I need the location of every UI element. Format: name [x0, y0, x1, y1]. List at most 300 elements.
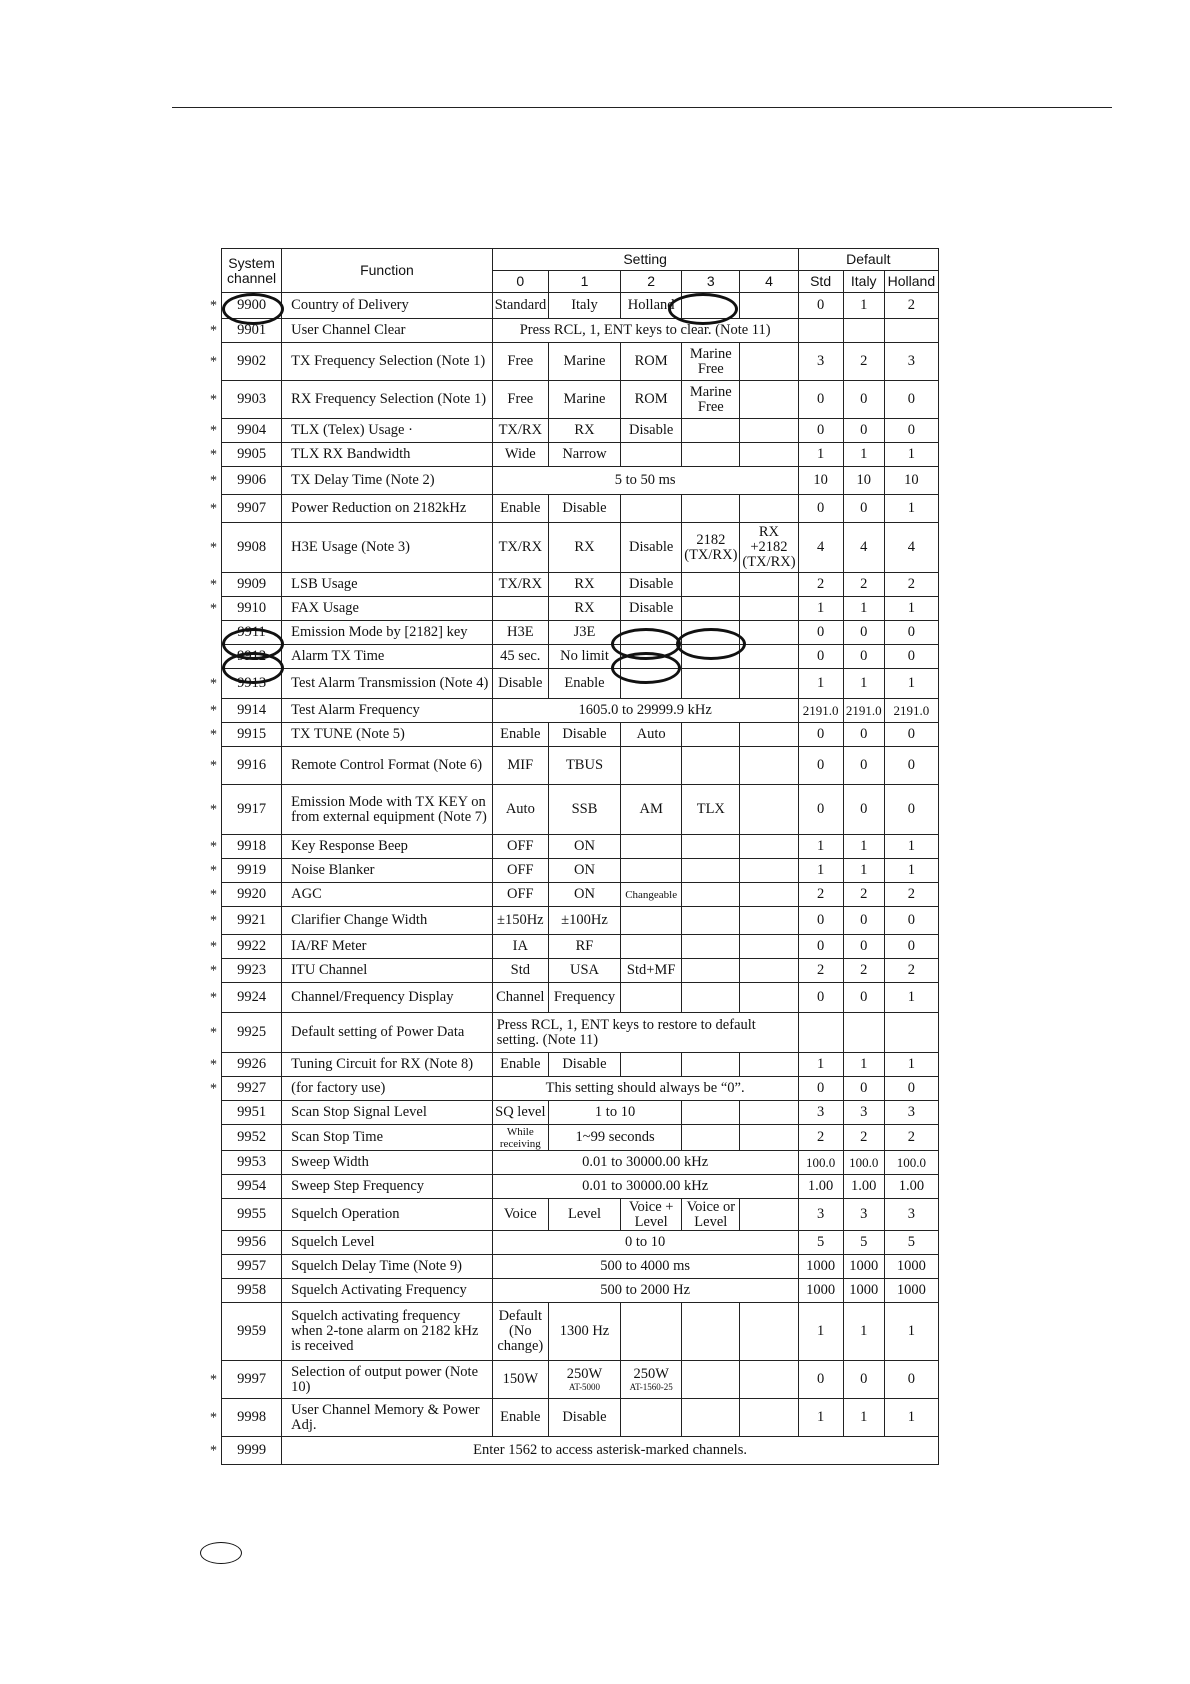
setting-span: 0.01 to 30000.00 kHz: [492, 1175, 798, 1199]
setting-span: 1605.0 to 29999.9 kHz: [492, 699, 798, 723]
default-holland: 10: [884, 467, 938, 495]
table-row: [222, 573, 939, 597]
default-holland: 1: [884, 859, 938, 883]
setting-value: Enable: [500, 1056, 541, 1072]
system-channel-cell: [210, 343, 282, 381]
asterisk-mark: *: [210, 802, 217, 818]
setting-value: ±150Hz: [497, 912, 544, 928]
setting-value: RX: [574, 539, 595, 555]
setting-span: Press RCL, 1, ENT keys to restore to default setting. (Note 11): [492, 1013, 798, 1053]
table-row: [222, 1101, 939, 1125]
default-italy: 3: [843, 1101, 884, 1125]
default-std: 3: [798, 343, 843, 381]
header-system-channel: System channel: [222, 249, 282, 293]
system-channel-cell: [222, 1255, 282, 1279]
default-italy: 1: [843, 669, 884, 699]
setting-3: [682, 597, 740, 621]
setting-1: [548, 1199, 620, 1231]
setting-1: [548, 621, 620, 645]
channel-number: 9921: [237, 912, 267, 928]
asterisk-mark: *: [210, 1410, 217, 1426]
function-cell: FAX Usage: [282, 597, 493, 621]
function-cell: Channel/Frequency Display: [282, 983, 493, 1013]
setting-span: 5 to 50 ms: [492, 467, 798, 495]
table-row: [222, 1437, 939, 1465]
setting-4: [740, 573, 798, 597]
system-channel-cell: [222, 1151, 282, 1175]
default-italy: 0: [843, 747, 884, 785]
setting-value: RF: [575, 938, 594, 954]
setting-3: [682, 883, 740, 907]
setting-0: [492, 621, 548, 645]
channel-number: 9920: [237, 886, 267, 902]
header-setting-3: 3: [682, 271, 740, 293]
default-holland: 2191.0: [884, 699, 938, 723]
default-std: 1: [798, 1053, 843, 1077]
setting-value: ON: [574, 886, 595, 902]
default-holland: 1.00: [884, 1175, 938, 1199]
function-cell: Sweep Step Frequency: [282, 1175, 493, 1199]
default-std: 2191.0: [798, 699, 843, 723]
table-row: [222, 1399, 939, 1437]
setting-value: Disable: [629, 539, 674, 555]
table-row: [222, 1013, 939, 1053]
table-row: [222, 1077, 939, 1101]
setting-0: [492, 907, 548, 935]
system-channel-cell: [210, 1399, 282, 1437]
setting-value: ROM: [634, 353, 668, 369]
table-row: [222, 907, 939, 935]
setting-span: 500 to 2000 Hz: [492, 1279, 798, 1303]
setting-value: OFF: [507, 886, 534, 902]
setting-0: [492, 983, 548, 1013]
system-channel-cell: [210, 835, 282, 859]
setting-4: [740, 1399, 798, 1437]
default-holland: 0: [884, 723, 938, 747]
setting-value: Disable: [562, 1409, 607, 1425]
setting-value: OFF: [507, 862, 534, 878]
setting-4: [740, 935, 798, 959]
setting-value: Std: [510, 962, 530, 978]
header-function: Function: [282, 249, 493, 293]
default-std: 3: [798, 1101, 843, 1125]
system-channel-cell: [210, 907, 282, 935]
setting-span: 0.01 to 30000.00 kHz: [492, 1151, 798, 1175]
channel-number: 9901: [237, 322, 267, 338]
function-cell: Squelch Operation: [282, 1199, 493, 1231]
setting-0: [492, 293, 548, 319]
table-row: [222, 669, 939, 699]
table-row: [222, 597, 939, 621]
setting-value: Italy: [571, 297, 598, 313]
table-row: [222, 883, 939, 907]
setting-1: [548, 293, 620, 319]
system-channel-cell: [222, 1303, 282, 1361]
setting-1: [548, 983, 620, 1013]
header-setting-1: 1: [548, 271, 620, 293]
setting-value: TX/RX: [498, 422, 543, 438]
asterisk-mark: *: [210, 501, 217, 517]
default-std: 10: [798, 467, 843, 495]
setting-2: [621, 907, 682, 935]
header-default-holland: Holland: [884, 271, 938, 293]
setting-span: This setting should always be “0”.: [492, 1077, 798, 1101]
setting-value: ROM: [634, 391, 668, 407]
setting-value: Free: [507, 391, 534, 407]
channel-number: 9903: [237, 391, 267, 407]
setting-value: SSB: [571, 801, 598, 817]
function-cell: Sweep Width: [282, 1151, 493, 1175]
default-std: 1: [798, 1399, 843, 1437]
system-channel-cell: [210, 1013, 282, 1053]
channel-number: 9999: [237, 1442, 267, 1458]
table-row: [222, 645, 939, 669]
system-channel-cell: [210, 495, 282, 523]
default-std: 0: [798, 1361, 843, 1399]
channel-number: 9907: [237, 500, 267, 516]
default-holland: 1: [884, 1399, 938, 1437]
table-row: [222, 495, 939, 523]
setting-4: [740, 983, 798, 1013]
function-cell: Tuning Circuit for RX (Note 8): [282, 1053, 493, 1077]
setting-0: [492, 883, 548, 907]
asterisk-mark: *: [210, 939, 217, 955]
asterisk-mark: *: [210, 839, 217, 855]
setting-0: [492, 1199, 548, 1231]
setting-3: [682, 573, 740, 597]
channel-number: 9922: [237, 938, 267, 954]
setting-3: [682, 1101, 740, 1125]
asterisk-mark: *: [210, 577, 217, 593]
asterisk-mark: *: [210, 392, 217, 408]
function-cell: TX TUNE (Note 5): [282, 723, 493, 747]
default-std: 4: [798, 523, 843, 573]
asterisk-mark: *: [210, 354, 217, 370]
setting-value: Voice: [503, 1206, 537, 1222]
function-cell: Squelch activating frequency when 2-tone alarm on 2182 kHz is received: [282, 1303, 493, 1361]
channel-number: 9952: [237, 1129, 267, 1145]
setting-value: ±100Hz: [561, 912, 608, 928]
default-std: 0: [798, 419, 843, 443]
channel-number: 9997: [237, 1371, 267, 1387]
setting-3: [682, 1303, 740, 1361]
setting-span: 0 to 10: [492, 1231, 798, 1255]
setting-0: [492, 1399, 548, 1437]
setting-1: [548, 1053, 620, 1077]
setting-1: [548, 381, 620, 419]
setting-value: RX: [574, 576, 595, 592]
setting-2: [621, 1199, 682, 1231]
default-std: 1: [798, 443, 843, 467]
default-italy: [843, 319, 884, 343]
table-row: [222, 467, 939, 495]
default-holland: 1: [884, 495, 938, 523]
default-std: [798, 319, 843, 343]
header-setting-2: 2: [621, 271, 682, 293]
setting-value: Disable: [562, 726, 607, 742]
function-cell: (for factory use): [282, 1077, 493, 1101]
table-row: [222, 785, 939, 835]
default-std: 0: [798, 935, 843, 959]
channel-number: 9924: [237, 989, 267, 1005]
setting-2: [621, 443, 682, 467]
function-cell: User Channel Memory & Power Adj.: [282, 1399, 493, 1437]
setting-1: [548, 747, 620, 785]
setting-1: [548, 959, 620, 983]
function-cell: Noise Blanker: [282, 859, 493, 883]
setting-3: [682, 785, 740, 835]
setting-2: [621, 381, 682, 419]
system-channel-table: [210, 248, 939, 1465]
setting-0: [492, 523, 548, 573]
asterisk-mark: *: [210, 1025, 217, 1041]
setting-subnote: AT-5000: [568, 1382, 601, 1392]
setting-value: USA: [569, 962, 599, 978]
default-std: 2: [798, 1125, 843, 1151]
system-channel-cell: [222, 1231, 282, 1255]
default-italy: 2: [843, 1125, 884, 1151]
setting-value: Std+MF: [626, 962, 676, 978]
setting-4: [740, 747, 798, 785]
default-std: 2: [798, 959, 843, 983]
setting-value: TX/RX: [498, 576, 543, 592]
setting-4: [740, 495, 798, 523]
setting-value: Marine: [563, 353, 606, 369]
setting-1: [548, 645, 620, 669]
setting-value: J3E: [573, 624, 596, 640]
asterisk-mark: *: [210, 1443, 217, 1459]
setting-value: Default (No change): [497, 1308, 544, 1354]
header-default-std: Std: [798, 271, 843, 293]
setting-value: RX +2182 (TX/RX): [742, 524, 796, 570]
setting-1: [548, 723, 620, 747]
default-std: 0: [798, 785, 843, 835]
default-italy: 2: [843, 883, 884, 907]
header-default-italy: Italy: [843, 271, 884, 293]
default-std: 0: [798, 723, 843, 747]
system-channel-cell: [210, 859, 282, 883]
system-channel-cell: [210, 785, 282, 835]
function-cell: Power Reduction on 2182kHz: [282, 495, 493, 523]
function-cell: Remote Control Format (Note 6): [282, 747, 493, 785]
default-holland: 2: [884, 573, 938, 597]
setting-span: 500 to 4000 ms: [492, 1255, 798, 1279]
table-row: [222, 1231, 939, 1255]
default-holland: [884, 1013, 938, 1053]
setting-value: Disable: [629, 576, 674, 592]
setting-1: [548, 1361, 620, 1399]
setting-value: TX/RX: [498, 539, 543, 555]
system-channel-cell: [210, 959, 282, 983]
channel-number: 9927: [237, 1080, 267, 1096]
system-channel-cell: [210, 1077, 282, 1101]
asterisk-mark: *: [210, 601, 217, 617]
setting-4: [740, 523, 798, 573]
setting-value: Voice + Level: [628, 1198, 674, 1230]
channel-number: 9957: [237, 1258, 267, 1274]
default-std: 0: [798, 747, 843, 785]
setting-value: Frequency: [553, 989, 616, 1005]
table-row: [222, 747, 939, 785]
setting-value: Wide: [504, 446, 536, 462]
function-cell: Selection of output power (Note 10): [282, 1361, 493, 1399]
default-italy: 0: [843, 785, 884, 835]
default-holland: 0: [884, 907, 938, 935]
setting-4: [740, 1303, 798, 1361]
channel-number: 9955: [237, 1206, 267, 1222]
setting-0: [492, 597, 548, 621]
default-holland: 2: [884, 959, 938, 983]
default-std: 1: [798, 835, 843, 859]
setting-1: [548, 597, 620, 621]
system-channel-cell: [210, 523, 282, 573]
channel-number: 9918: [237, 838, 267, 854]
table-row: [222, 1361, 939, 1399]
default-italy: [843, 1013, 884, 1053]
default-std: 1000: [798, 1255, 843, 1279]
table-row: [222, 1255, 939, 1279]
channel-number: 9908: [237, 539, 267, 555]
setting-0: [492, 785, 548, 835]
function-cell: Alarm TX Time: [282, 645, 493, 669]
setting-0: [492, 1053, 548, 1077]
default-holland: 3: [884, 343, 938, 381]
setting-1: [548, 669, 620, 699]
setting-4: [740, 907, 798, 935]
default-italy: 0: [843, 935, 884, 959]
setting-1: [548, 573, 620, 597]
default-holland: 2: [884, 1125, 938, 1151]
function-cell: Clarifier Change Width: [282, 907, 493, 935]
function-cell: Test Alarm Transmission (Note 4): [282, 669, 493, 699]
default-std: 0: [798, 381, 843, 419]
system-channel-cell: [210, 1361, 282, 1399]
function-cell: ITU Channel: [282, 959, 493, 983]
default-italy: 0: [843, 645, 884, 669]
circle-mark-9911-setting3: [676, 628, 746, 660]
function-cell: Squelch Activating Frequency: [282, 1279, 493, 1303]
setting-value: H3E: [507, 624, 534, 640]
setting-value: Changeable: [625, 888, 678, 901]
table-row: [222, 1175, 939, 1199]
default-std: 1: [798, 859, 843, 883]
function-cell: Test Alarm Frequency: [282, 699, 493, 723]
setting-2: [621, 859, 682, 883]
function-cell: LSB Usage: [282, 573, 493, 597]
setting-0: [492, 723, 548, 747]
setting-0: [492, 935, 548, 959]
table-row: [222, 723, 939, 747]
table-row: [222, 1199, 939, 1231]
function-cell: Key Response Beep: [282, 835, 493, 859]
system-channel-cell: [222, 1279, 282, 1303]
table-row: [222, 343, 939, 381]
function-cell: RX Frequency Selection (Note 1): [282, 381, 493, 419]
channel-number: 9905: [237, 446, 267, 462]
setting-value: 2182 (TX/RX): [684, 531, 738, 563]
default-italy: 1: [843, 597, 884, 621]
channel-number: 9909: [237, 576, 267, 592]
system-channel-cell: [210, 1053, 282, 1077]
asterisk-mark: *: [210, 298, 217, 314]
default-italy: 1000: [843, 1255, 884, 1279]
setting-4: [740, 723, 798, 747]
function-cell: TX Delay Time (Note 2): [282, 467, 493, 495]
setting-1: [548, 835, 620, 859]
setting-value: Disable: [562, 500, 607, 516]
setting-2: [621, 495, 682, 523]
default-holland: 0: [884, 645, 938, 669]
default-holland: 5: [884, 1231, 938, 1255]
setting-3: [682, 495, 740, 523]
default-holland: [884, 319, 938, 343]
default-holland: 0: [884, 621, 938, 645]
asterisk-mark: *: [210, 676, 217, 692]
setting-value: Standard: [494, 297, 547, 313]
default-holland: 0: [884, 1077, 938, 1101]
setting-3: [682, 343, 740, 381]
header-setting-0: 0: [492, 271, 548, 293]
setting-value: Auto: [505, 801, 535, 817]
function-cell: Scan Stop Signal Level: [282, 1101, 493, 1125]
function-cell: TX Frequency Selection (Note 1): [282, 343, 493, 381]
channel-number: 9958: [237, 1282, 267, 1298]
setting-0: [492, 1361, 548, 1399]
system-channel-cell: [210, 443, 282, 467]
asterisk-mark: *: [210, 447, 217, 463]
default-holland: 0: [884, 935, 938, 959]
setting-value: 250W: [566, 1366, 603, 1382]
default-italy: 2: [843, 959, 884, 983]
setting-4: [740, 597, 798, 621]
channel-number: 9951: [237, 1104, 267, 1120]
setting-value: Enable: [564, 675, 605, 691]
legend-circle-mark: [200, 1542, 242, 1564]
setting-0: [492, 747, 548, 785]
setting-value: Enable: [500, 500, 541, 516]
table-row: [222, 935, 939, 959]
setting-3: [682, 443, 740, 467]
default-italy: 5: [843, 1231, 884, 1255]
setting-4: [740, 1199, 798, 1231]
setting-value: ON: [574, 838, 595, 854]
setting-0: SQ level: [492, 1101, 548, 1125]
setting-value: Voice or Level: [686, 1198, 736, 1230]
default-italy: 0: [843, 983, 884, 1013]
default-italy: 1000: [843, 1279, 884, 1303]
setting-3: [682, 419, 740, 443]
default-italy: 1: [843, 443, 884, 467]
default-italy: 1: [843, 293, 884, 319]
setting-3: [682, 907, 740, 935]
setting-4: [740, 419, 798, 443]
default-holland: 1: [884, 1053, 938, 1077]
table-row: [222, 983, 939, 1013]
system-channel-cell: [210, 597, 282, 621]
channel-number: 9916: [237, 757, 267, 773]
setting-1: [548, 343, 620, 381]
asterisk-mark: *: [210, 540, 217, 556]
channel-number: 9904: [237, 422, 267, 438]
default-italy: 100.0: [843, 1151, 884, 1175]
system-channel-cell: [210, 467, 282, 495]
channel-number: 9913: [237, 675, 267, 691]
setting-3: [682, 747, 740, 785]
channel-number: 9998: [237, 1409, 267, 1425]
setting-0: [492, 381, 548, 419]
default-italy: 2: [843, 343, 884, 381]
setting-1: [548, 883, 620, 907]
